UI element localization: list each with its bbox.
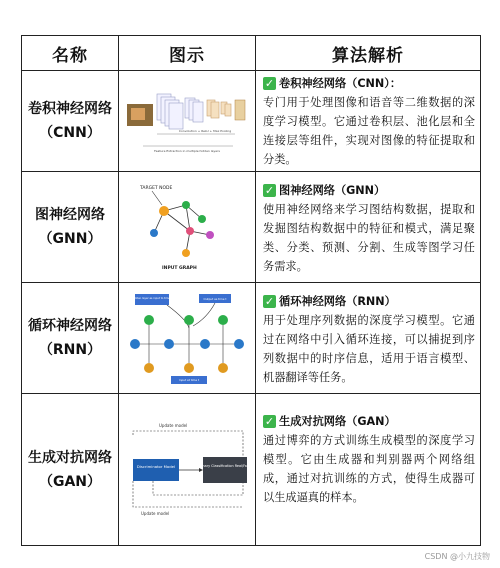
rnn-bottom-row — [144, 363, 228, 373]
row-name-rnn — [22, 283, 118, 393]
gnn-node — [198, 215, 206, 223]
name-line2: （GNN） — [38, 231, 102, 247]
desc-body: 通过博弈的方式训练生成模型的深度学习模型。它由生成器和判别器两个网络组成，通过对抗训练的方式，使得生成器可以生成逼真的样本。 — [263, 434, 475, 504]
gan-update-bottom: Update model — [141, 511, 170, 516]
rnn-box-right: Output as time t — [203, 297, 227, 301]
gnn-node — [186, 227, 194, 235]
column-divider — [255, 36, 256, 545]
name-line2: （CNN） — [39, 125, 101, 141]
gan-binary: Binary Classification Real/Fake — [199, 464, 251, 468]
gnn-node — [182, 201, 190, 209]
cnn-caption-top: Convolution + ReLU + Max Pooling — [178, 129, 232, 133]
desc-body: 专门用于处理图像和语音等二维数据的深度学习模型。它通过卷积层、池化层和全连接层等组件，实现对图像的特征提取和分类。 — [263, 96, 475, 166]
desc-body: 使用神经网络来学习图结构数据，提取和发掘图结构数据中的特征和模式，满足聚类、分类、预测、分割、生成等图学习任务需求。 — [263, 203, 475, 273]
watermark: CSDN @小九技物 — [424, 552, 490, 561]
check-icon: ✓ — [264, 295, 275, 308]
cnn-figure — [119, 71, 255, 171]
algorithm-table — [21, 35, 481, 546]
name-line2: （RNN） — [38, 342, 102, 358]
desc-body: 用于处理序列数据的深度学习模型。它通过在网络中引入循环连接，可以捕捉到序列数据中的时序信息，适用于语言模型、机器翻译等任务。 — [263, 314, 475, 384]
check-icon: ✓ — [264, 415, 275, 428]
desc-title: 图神经网络（GNN） — [279, 184, 386, 197]
rnn-figure — [119, 283, 255, 393]
name-line2: （GAN） — [38, 474, 102, 490]
gnn-node — [206, 231, 214, 239]
gan-update-top: Update model — [159, 423, 188, 428]
row-name-cnn — [22, 71, 118, 171]
desc-gnn — [263, 181, 475, 276]
gnn-node — [150, 229, 158, 237]
row-name-gnn — [22, 172, 118, 282]
gnn-nodes — [150, 201, 214, 257]
rnn-box-left: Hidden layer as input to time t — [132, 297, 172, 300]
check-icon: ✓ — [264, 77, 275, 90]
row-name-gan — [22, 394, 118, 546]
desc-rnn — [263, 292, 475, 387]
gnn-target-label: TARGET NODE — [140, 186, 173, 191]
header-algorithm: 算法解析 — [332, 45, 404, 66]
gnn-node — [182, 249, 190, 257]
gan-discriminator: Discriminator Model — [136, 464, 176, 469]
rnn-diagram — [127, 290, 247, 386]
name-line1: 循环神经网络 — [28, 318, 112, 334]
name-line1: 图神经网络 — [35, 207, 105, 223]
header-name: 名称 — [52, 45, 88, 66]
name-line1: 卷积神经网络 — [28, 101, 112, 117]
gnn-node — [159, 206, 169, 216]
gnn-input-label: INPUT GRAPH — [162, 266, 197, 271]
rnn-top-row — [144, 315, 228, 325]
name-line1: 生成对抗网络 — [28, 450, 112, 466]
desc-title: 卷积神经网络（CNN）： — [279, 77, 402, 90]
desc-title: 循环神经网络（RNN） — [279, 295, 396, 308]
desc-cnn — [263, 74, 475, 169]
rnn-box-bottom: Input at time t — [178, 378, 200, 382]
check-icon: ✓ — [264, 184, 275, 197]
cnn-caption-bottom: Feature Extraction in multiple hidden layers — [154, 149, 220, 153]
gnn-diagram — [132, 181, 242, 273]
header-figure: 图示 — [169, 45, 205, 66]
desc-title: 生成对抗网络（GAN） — [279, 415, 396, 428]
gan-diagram — [123, 415, 251, 525]
cnn-diagram — [123, 86, 251, 156]
desc-gan — [263, 412, 475, 507]
gan-figure — [119, 394, 255, 546]
gnn-figure — [119, 172, 255, 282]
